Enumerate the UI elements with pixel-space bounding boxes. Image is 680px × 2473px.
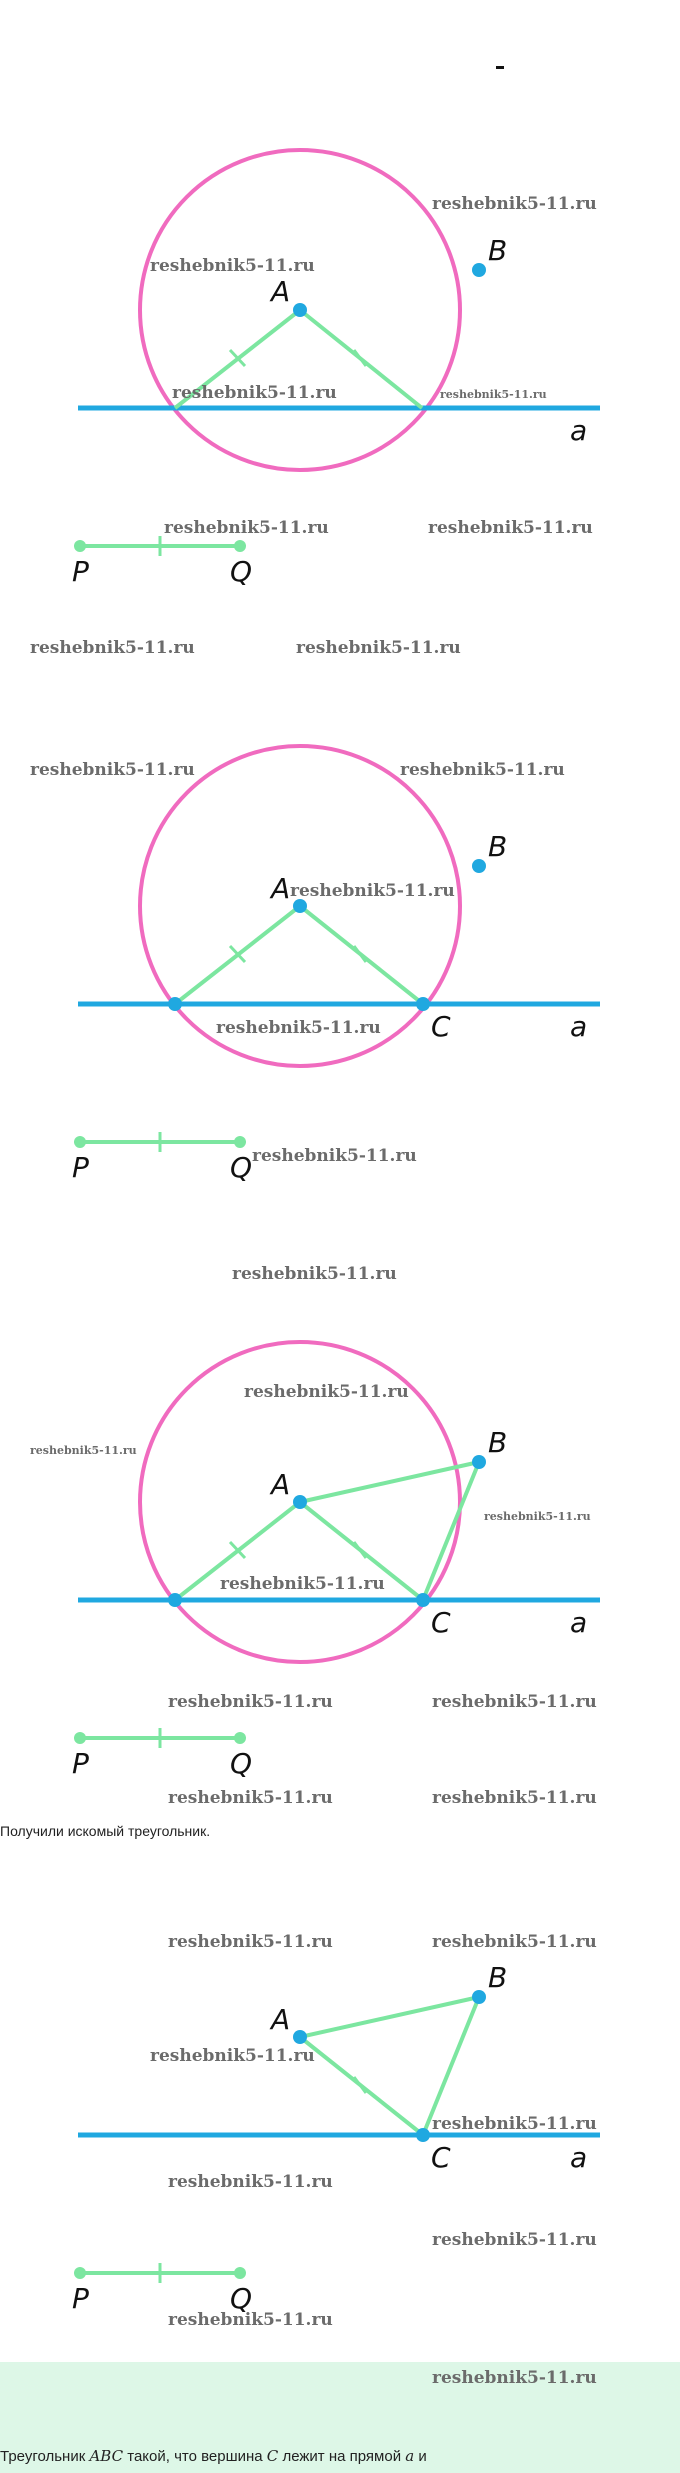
final-triangle	[0, 1850, 680, 2362]
watermark: reshebnik5-11.ru	[168, 1692, 333, 1712]
label-P: P	[72, 555, 89, 588]
label-C: C	[431, 1010, 451, 1043]
point-C	[416, 997, 430, 1011]
watermark: reshebnik5-11.ru	[296, 638, 461, 658]
label-C: C	[431, 1606, 451, 1639]
label-a: a	[570, 1606, 588, 1639]
caption: Получили искомый треугольник.	[0, 1823, 211, 1839]
tick	[354, 946, 366, 962]
construction-step-1	[0, 0, 680, 680]
point-B	[472, 263, 486, 277]
answer-part2: такой, что вершина	[123, 2448, 267, 2465]
watermark: reshebnik5-11.ru	[432, 1692, 597, 1712]
label-A: A	[271, 872, 291, 905]
step-3-diagram	[0, 1240, 680, 1810]
line-name: a	[405, 2447, 415, 2465]
label-B: B	[488, 234, 508, 267]
label-C: C	[431, 2141, 451, 2174]
watermark: reshebnik5-11.ru	[168, 1788, 333, 1808]
point-A	[293, 2030, 307, 2044]
watermark: reshebnik5-11.ru	[172, 383, 337, 403]
point-P	[74, 2267, 86, 2279]
point-Q	[234, 1732, 246, 1744]
label-B: B	[488, 1426, 508, 1459]
label-P: P	[72, 1747, 89, 1780]
watermark: reshebnik5-11.ru	[168, 1932, 333, 1952]
point-P	[74, 540, 86, 552]
label-A: A	[271, 1468, 291, 1501]
watermark: reshebnik5-11.ru	[400, 760, 565, 780]
segment-AB	[300, 1462, 479, 1502]
label-B: B	[488, 1961, 508, 1994]
label-a: a	[570, 2141, 588, 2174]
label-A: A	[271, 2003, 291, 2036]
point-C	[416, 1593, 430, 1607]
point-A	[293, 899, 307, 913]
step-1-diagram	[0, 0, 680, 680]
point-L	[168, 997, 182, 1011]
point-P	[74, 1136, 86, 1148]
label-Q: Q	[230, 2282, 253, 2315]
label-P: P	[72, 1151, 89, 1184]
label-A: A	[271, 275, 291, 308]
point-Q	[234, 2267, 246, 2279]
watermark: reshebnik5-11.ru	[432, 2368, 597, 2388]
segment-BC	[423, 1462, 479, 1600]
label-a: a	[570, 1010, 588, 1043]
point-B	[472, 1990, 486, 2004]
point-Q	[234, 1136, 246, 1148]
label-B: B	[488, 830, 508, 863]
construction-step-2	[0, 680, 680, 1240]
triangle-name: ABC	[89, 2447, 124, 2465]
point-Q	[234, 540, 246, 552]
point-A	[293, 1495, 307, 1509]
watermark: reshebnik5-11.ru	[30, 638, 195, 658]
tick	[354, 2077, 366, 2093]
tick	[354, 350, 366, 366]
watermark: reshebnik5-11.ru	[432, 2230, 597, 2250]
watermark: reshebnik5-11.ru	[30, 760, 195, 780]
watermark: reshebnik5-11.ru	[484, 1510, 591, 1523]
answer-part1: Треугольник	[0, 2448, 90, 2465]
watermark: reshebnik5-11.ru	[168, 2310, 333, 2330]
answer-box	[0, 2362, 680, 2473]
label-Q: Q	[230, 1151, 253, 1184]
label-P: P	[72, 2282, 89, 2315]
watermark: reshebnik5-11.ru	[428, 518, 593, 538]
watermark: reshebnik5-11.ru	[432, 194, 597, 214]
point-B	[472, 859, 486, 873]
watermark: reshebnik5-11.ru	[150, 256, 315, 276]
watermark: reshebnik5-11.ru	[216, 1018, 381, 1038]
watermark: reshebnik5-11.ru	[220, 1574, 385, 1594]
point-L	[168, 1593, 182, 1607]
label-a: a	[570, 414, 588, 447]
label-Q: Q	[230, 555, 253, 588]
watermark: reshebnik5-11.ru	[232, 1264, 397, 1284]
watermark: reshebnik5-11.ru	[432, 2114, 597, 2134]
watermark: reshebnik5-11.ru	[164, 518, 329, 538]
answer-part3: лежит на прямой	[278, 2448, 406, 2465]
watermark: reshebnik5-11.ru	[432, 1932, 597, 1952]
watermark: reshebnik5-11.ru	[252, 1146, 417, 1166]
watermark: reshebnik5-11.ru	[440, 388, 547, 401]
watermark: reshebnik5-11.ru	[168, 2172, 333, 2192]
label-Q: Q	[230, 1747, 253, 1780]
point-C	[416, 2128, 430, 2142]
final-diagram	[0, 1850, 680, 2362]
answer-part4: и	[414, 2448, 427, 2465]
tick	[354, 1542, 366, 1558]
watermark: reshebnik5-11.ru	[30, 1444, 137, 1457]
segment-AB	[300, 1997, 479, 2037]
point-B	[472, 1455, 486, 1469]
watermark: reshebnik5-11.ru	[244, 1382, 409, 1402]
answer-text	[0, 2447, 427, 2465]
watermark: reshebnik5-11.ru	[432, 1788, 597, 1808]
point-A	[293, 303, 307, 317]
watermark: reshebnik5-11.ru	[290, 881, 455, 901]
vertex-name: C	[266, 2447, 279, 2465]
construction-step-3	[0, 1240, 680, 1810]
watermark: reshebnik5-11.ru	[150, 2046, 315, 2066]
point-P	[74, 1732, 86, 1744]
